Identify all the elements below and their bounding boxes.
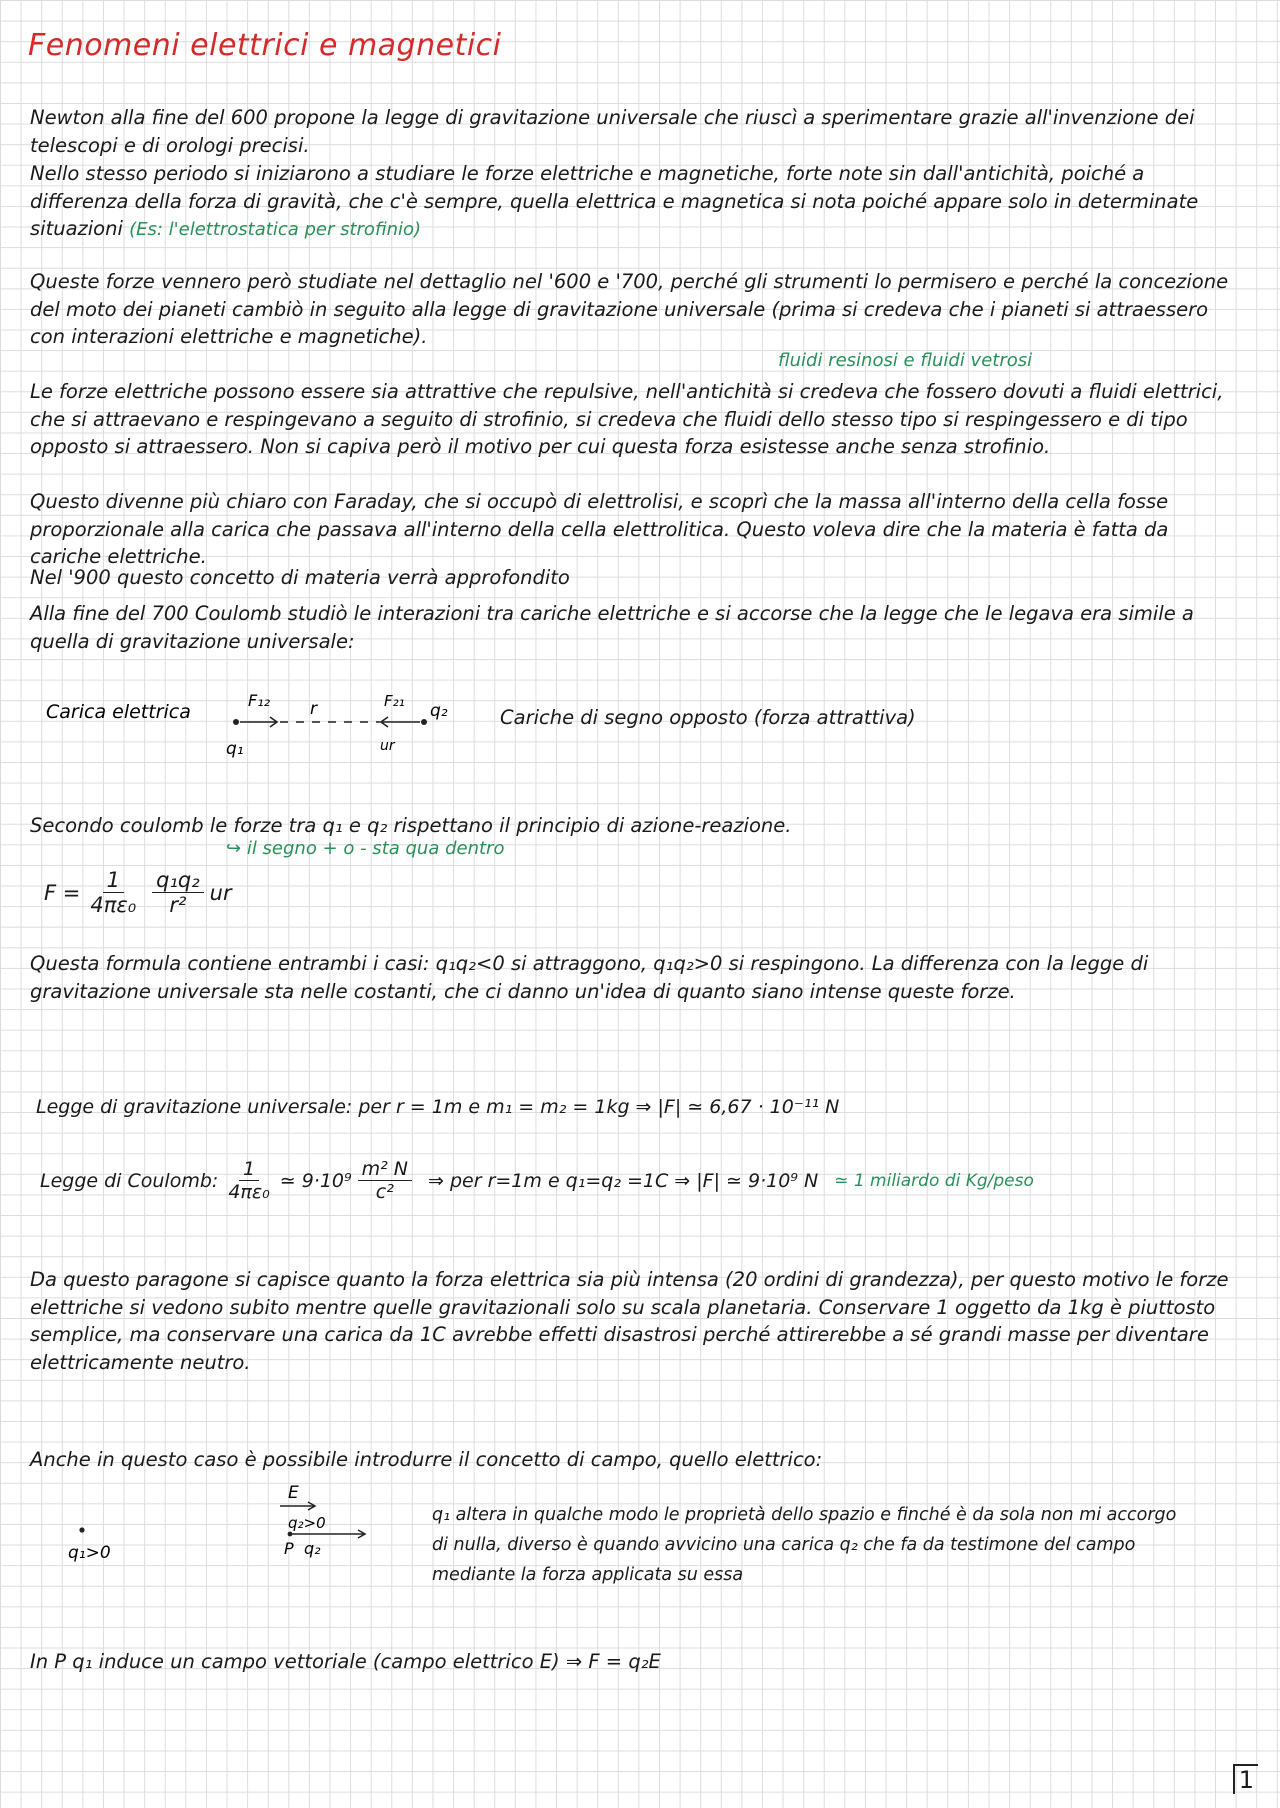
paragraph-history: Queste forze vennero però studiate nel dettaglio nel '600 e '700, perché gli strumenti lo permisero e perché la concezione del moto dei pianeti cambiò in seguito alla legge di gravitazione universale (prima si credeva che i pianeti si attraessero con interazioni elettriche e magnetiche). (30, 270, 1229, 348)
page-number: 1 (1233, 1764, 1258, 1794)
fluids-note: fluidi resinosi e fluidi vetrosi (778, 350, 1033, 371)
paragraph-forces (30, 160, 1230, 244)
coulomb-label: Legge di Coulomb: (40, 1169, 219, 1192)
paragraph-coulomb: Alla fine del 700 Coulomb studiò le interazioni tra cariche elettriche e si accorse che la legge che le legava era simile a quella di gravitazione universale: (30, 602, 1194, 653)
q2-condition: q₂>0 (288, 1514, 326, 1532)
field-diagram (60, 1476, 400, 1586)
charge-q1 (233, 719, 239, 725)
f12-label: F₁₂ (248, 691, 271, 710)
paragraph-newton: Newton alla fine del 600 propone la legge di gravitazione universale che riuscì a sperimentare grazie all'invenzione dei telescopi e di orologi precisi. (30, 106, 1195, 157)
sign-note: ↪ il segno + o - sta qua dentro (226, 838, 505, 859)
charge-q1-dot (79, 1527, 84, 1532)
paragraph-forces-text: Nello stesso periodo si iniziarono a studiare le forze elettriche e magnetiche, forte note sin dall'antichità, poiché a differenza della forza di gravità, che c'è sempre, quella elettrica e magnetica si nota poiché appare solo in determinate situazioni (30, 162, 1199, 240)
paragraph-cases: Questa formula contiene entrambi i casi: q₁q₂<0 si attraggono, q₁q₂>0 si respingono. La differenza con la legge di gravitazione universale sta nelle costanti, che ci danno un'idea di quanto siano intense queste forze. (30, 952, 1149, 1003)
q1-condition: q₁>0 (68, 1543, 111, 1563)
paragraph-action-reaction: Secondo coulomb le forze tra q₁ e q₂ rispettano il principio di azione-reazione. (30, 814, 792, 837)
paragraph-faraday: Questo divenne più chiaro con Faraday, che si occupò di elettrolisi, e scoprì che la massa all'interno della cella fosse proporzionale alla carica che passava all'interno della cella elettrolitica. Questo voleva dire che la materia è fatta da cariche elettriche. (30, 490, 1169, 568)
formula-charges: $\frac{\text{q₁q₂}}{\text{r²}}$ (152, 868, 204, 917)
coulomb-formula (44, 868, 232, 917)
charges-diagram (40, 680, 480, 770)
example-note: (Es: l'elettrostatica per strofinio) (129, 219, 422, 240)
coulomb-units: $\frac{\text{m² N}}{\text{c²}}$ (358, 1158, 412, 1203)
coulomb-note: ≃ 1 miliardo di Kg/peso (834, 1170, 1034, 1191)
page-title: Fenomeni elettrici e magnetici (28, 28, 502, 63)
paragraph-900: Nel '900 questo concetto di materia verrà approfondito (30, 566, 570, 589)
charges-caption: Cariche di segno opposto (forza attrattiva) (500, 706, 916, 729)
coulomb-constant: $\frac{1}{\text{4πε₀}}$ (228, 1158, 270, 1203)
q2-point-label: q₂ (304, 1539, 321, 1558)
coulomb-value: ≃ 9·10⁹ (279, 1169, 352, 1192)
formula-constant: $\frac{1}{\text{4πε₀}}$ (90, 868, 137, 917)
sign-arrow-icon: ↪ (226, 838, 247, 859)
paragraph-field: Anche in questo caso è possibile introdurre il concetto di campo, quello elettrico: (30, 1448, 823, 1471)
carica-label: Carica elettrica (46, 701, 191, 723)
gravitation-line: Legge di gravitazione universale: per r = 1m e m₁ = m₂ = 1kg ⇒ |F| ≃ 6,67 · 10⁻¹¹ N (36, 1096, 840, 1118)
p-label: P (284, 1539, 294, 1558)
paragraph-induced-field: In P q₁ induce un campo vettoriale (campo elettrico E) ⇒ F = q₂E (30, 1650, 661, 1673)
paragraph-comparison: Da questo paragone si capisce quanto la forza elettrica sia più intensa (20 ordini di grandezza), per questo motivo le forze elettriche si vedono subito mentre quelle gravitazionali solo su scala planetaria. Conservare 1 oggetto da 1kg è piuttosto semplice, ma conservare una carica da 1C avrebbe effetti disastrosi perché attirerebbe a sé grandi masse per diventare elettricamente neutro. (30, 1268, 1229, 1374)
charge-q2 (421, 719, 427, 725)
coulomb-result: ⇒ per r=1m e q₁=q₂ =1C ⇒ |F| ≃ 9·10⁹ N (428, 1169, 819, 1192)
q2-label: q₂ (430, 701, 448, 721)
f21-label: F₂₁ (384, 692, 405, 710)
e-label: E (288, 1483, 299, 1503)
q1-label: q₁ (226, 739, 244, 759)
paragraph-fluids: Le forze elettriche possono essere sia attrattive che repulsive, nell'antichità si credeva che fossero dovuti a fluidi elettrici, che si attraevano e respingevano a seguito di strofinio, si credeva che fluidi dello stesso tipo si respingessero e di tipo opposto si attraessero. Non si capiva però il motivo per cui questa forza esistesse anche senza strofinio. (30, 380, 1224, 458)
coulomb-line (40, 1158, 1034, 1203)
ur-label: ur (380, 738, 395, 754)
r-label: r (310, 699, 317, 719)
point-p (288, 1532, 293, 1537)
formula-lhs: F = (44, 880, 81, 905)
field-explanation: q₁ altera in qualche modo le proprietà dello spazio e finché è da sola non mi accorgo di nulla, diverso è quando avvicino una carica q₂ che fa da testimone del campo mediante la forza applicata su essa (432, 1505, 1177, 1585)
formula-unit-vector: ur (209, 880, 232, 905)
